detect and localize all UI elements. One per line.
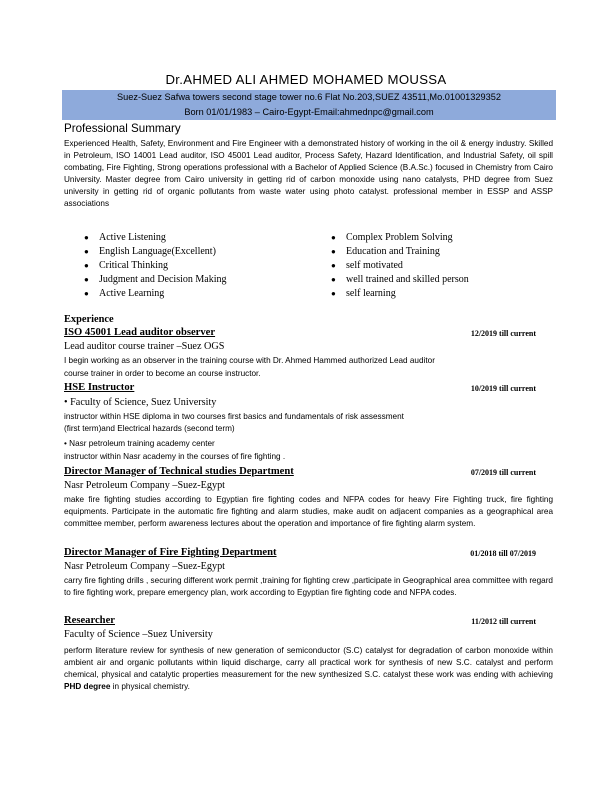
job-date: 10/2019 till current — [470, 384, 536, 393]
job-organization: Nasr Petroleum Company –Suez-Egypt — [64, 480, 225, 491]
job-organization: Faculty of Science –Suez University — [64, 629, 213, 640]
job-title: Director Manager of Fire Fighting Department — [64, 547, 277, 558]
bullet-icon: ● — [84, 274, 89, 284]
job-header — [64, 466, 536, 480]
skills-right-column — [311, 231, 469, 301]
job-date: 07/2019 till current — [470, 468, 536, 477]
bullet-icon: ● — [331, 233, 336, 242]
contact-address: Suez-Suez Safwa towers second stage tower no.6 Flat No.203,SUEZ 43511,Mo.01001329352 — [117, 92, 501, 102]
skills-left-column — [64, 231, 226, 301]
job-description-line: (first term)and Electrical hazards (second term) — [64, 424, 235, 433]
bullet-icon: • — [64, 397, 68, 408]
skill-item: ● well trained and skilled person — [331, 273, 469, 285]
job-date: 12/2019 till current — [470, 329, 536, 338]
job-header — [64, 327, 536, 341]
job-title: Researcher — [64, 615, 115, 626]
bullet-icon: ● — [331, 288, 336, 298]
candidate-name: Dr.AHMED ALI AHMED MOHAMED MOUSSA — [165, 72, 447, 87]
job-header — [64, 615, 536, 629]
skill-item: ● English Language(Excellent) — [84, 245, 216, 257]
job-description-line: instructor within HSE diploma in two courses first basics and fundamentals of risk assessment — [64, 412, 404, 421]
summary-heading: Professional Summary — [64, 122, 181, 135]
bullet-icon: ● — [331, 246, 336, 256]
skill-item: ● self learning — [331, 287, 396, 299]
skill-item: ● Education and Training — [331, 245, 440, 257]
job-title: Director Manager of Technical studies Department — [64, 466, 294, 477]
contact-born-email: Born 01/01/1983 – Cairo-Egypt-Email:ahmednpc@gmail.com — [184, 107, 434, 117]
summary-text: Experienced Health, Safety, Environment and Fire Engineer with a demonstrated history of working in the oil & energy industry. Skilled in Petroleum, ISO 14001 Lead auditor, ISO 45001 Lead auditor, Process Safety, Hazard Identification, and Industrial Safety, oil spill combating, Fire Fighting, Strong operations professional with a Bachelor of Applied Science (B.A.Sc.) focused in Chemistry from Cairo University. Master degree from Cairo university in getting rid of carbon monoxide using nano catalysts, PHD degree from Suez university in getting rid of organic pollutants from waste water using photo catalyst. professional member in ESSP and ASSP associations — [64, 139, 553, 208]
skill-item: ● Active Listening — [84, 232, 166, 243]
job-description-line: course trainer in order to become an course instructor. — [64, 369, 261, 378]
contact-info-box — [62, 90, 556, 120]
bullet-icon: ● — [84, 260, 89, 270]
job-description-line: instructor within Nasr academy in the courses of fire fighting . — [64, 452, 286, 461]
bullet-icon: ● — [84, 288, 89, 298]
job-date: 11/2012 till current — [471, 617, 536, 626]
bullet-icon: • — [64, 439, 67, 448]
job-organization-secondary: • Nasr petroleum training academy center — [64, 439, 215, 448]
bullet-icon: ● — [331, 260, 336, 270]
job-organization: Lead auditor course trainer –Suez OGS — [64, 341, 225, 352]
job-date: 01/2018 till 07/2019 — [470, 549, 536, 558]
bullet-icon: ● — [84, 233, 89, 242]
job-description: carry fire fighting drills , securing different work permit ,training for fighting crew ,participate in Geographical area committee with regard to fire fighting work, prepare emergency plan, work according to Egyptian fire fighting code and NFPA codes. — [64, 576, 553, 597]
job-description-line: I begin working as an observer in the training course with Dr. Ahmed Hammed authorized Lead auditor — [64, 356, 435, 365]
experience-heading: Experience — [64, 314, 114, 325]
job-description: make fire fighting studies according to Egyptian fire fighting codes and NFPA codes for heavy Fire Fighting truck, fire fighting equipments. Participate in the automatic fire fighting and alarm studies, make audit on adjacent companies as a geographical area committee member, perform awareness lectures about the operation and importance of fire fighting alarm system. — [64, 495, 553, 528]
bullet-icon: ● — [331, 274, 336, 284]
phd-degree-emphasis: PHD degree — [64, 681, 111, 691]
job-organization: Nasr Petroleum Company –Suez-Egypt — [64, 561, 225, 572]
job-title: ISO 45001 Lead auditor observer — [64, 327, 216, 338]
bullet-icon: ● — [84, 246, 89, 256]
job-title: HSE Instructor — [64, 382, 135, 393]
skill-item: ● Active Learning — [84, 287, 165, 299]
skill-item: ● Judgment and Decision Making — [84, 273, 227, 285]
job-organization: • Faculty of Science, Suez University — [64, 397, 217, 408]
skill-item: ● self motivated — [331, 259, 403, 271]
skill-item: ● Critical Thinking — [84, 259, 168, 271]
job-header — [64, 547, 536, 561]
job-header — [64, 382, 536, 396]
job-description: perform literature review for synthesis of new generation of semiconductor (S.C) catalyst for degradation of carbon monoxide within ambient air and organic pollutants within liquid discharge, carry all practical work for synthesis of new S.C. catalyst and perform chemical, physical and catalytic properties measurement for the new synthesized S.C. catalyst these work was ending with achieving PHD degree in physical chemistry. — [64, 646, 553, 691]
skill-item: ● Complex Problem Solving — [331, 232, 453, 243]
